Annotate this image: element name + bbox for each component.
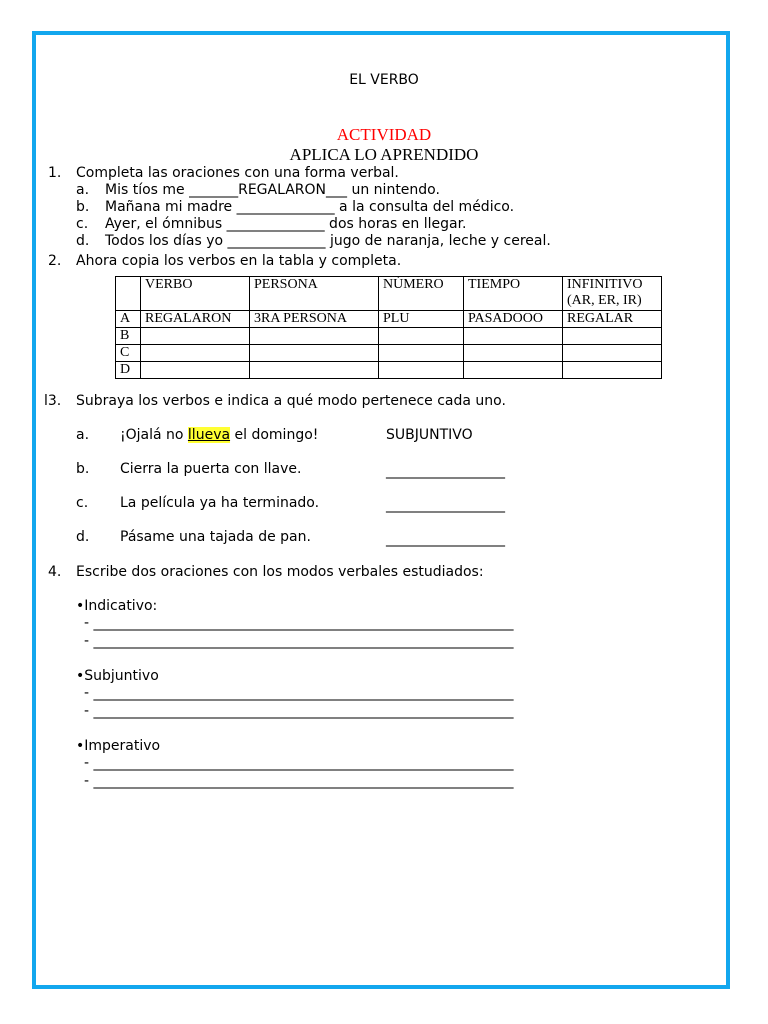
highlighted-verb: llueva [187,427,231,443]
q3-item-letter: b. [76,461,90,477]
table-row [116,311,662,328]
q3-item-sentence [120,426,318,444]
q3-answer-blank[interactable]: _________________ [386,531,505,547]
verb-table [115,276,662,379]
q3-item-letter: a. [76,427,90,443]
q1-item-sentence [105,232,551,250]
q1-item-letter: d. [76,233,90,249]
page-title: EL VERBO [349,72,419,88]
q3-item-sentence: La película ya ha terminado. [120,495,320,511]
q1-item-blank: ______________ [236,199,335,215]
table-cell: C [116,345,141,362]
table-row [116,328,662,345]
answer-line[interactable]: - ____________________________________________________________ [84,615,514,631]
q2-prompt: Ahora copia los verbos en la tabla y completa. [76,253,402,269]
answer-line[interactable]: - ____________________________________________________________ [84,773,514,789]
q1-item-pre: Mis tíos me [105,182,190,198]
q1-item-pre: Todos los días yo [105,233,228,249]
answer-line[interactable]: - ____________________________________________________________ [84,685,514,701]
q1-item-post: dos horas en llegar. [324,216,467,232]
subtitle: APLICA LO APRENDIDO [289,145,479,164]
q1-item-letter: a. [76,182,90,198]
answer-line[interactable]: - ____________________________________________________________ [84,633,514,649]
q1-item-blank: ______________ [226,216,325,232]
table-header-cell: VERBO [141,277,250,311]
table-cell[interactable] [563,362,662,379]
mode-label-imperativo: •Imperativo [76,738,161,754]
table-row [116,345,662,362]
table-cell[interactable] [563,345,662,362]
table-cell[interactable] [464,345,563,362]
q4-number: 4. [48,564,62,580]
table-row [116,362,662,379]
table-header-row [116,277,662,311]
table-header-cell [116,277,141,311]
table-cell[interactable] [250,328,379,345]
table-cell[interactable] [464,362,563,379]
q3-item-sentence: Cierra la puerta con llave. [120,461,302,477]
q1-item-blank: ______________ [227,233,326,249]
table-cell: A [116,311,141,328]
answer-line[interactable]: - ____________________________________________________________ [84,703,514,719]
table-header-cell [563,277,662,311]
q4-prompt: Escribe dos oraciones con los modos verbales estudiados: [76,564,484,580]
q1-item-sentence [105,215,467,233]
table-cell[interactable]: 3RA PERSONA [250,311,379,328]
table-cell[interactable] [250,345,379,362]
q1-item-post: un nintendo. [347,182,440,198]
table-cell[interactable]: PLU [379,311,464,328]
q3-answer: SUBJUNTIVO [386,427,473,443]
table-header-cell: TIEMPO [464,277,563,311]
table-cell[interactable]: PASADOOO [464,311,563,328]
q1-item-letter: c. [76,216,89,232]
table-cell: B [116,328,141,345]
q3-answer-blank[interactable]: _________________ [386,497,505,513]
table-cell[interactable]: REGALAR [563,311,662,328]
table-cell[interactable] [563,328,662,345]
q1-item-pre: Ayer, el ómnibus [105,216,227,232]
table-header-text: INFINITIVO [567,277,643,292]
q3-item-post: el domingo! [230,427,319,443]
table-cell[interactable] [141,345,250,362]
table-cell[interactable] [141,328,250,345]
q3-item-letter: d. [76,529,90,545]
table-cell[interactable] [141,362,250,379]
q3-item-letter: c. [76,495,89,511]
q1-number: 1. [48,165,62,181]
table-cell[interactable] [464,328,563,345]
table-header-cell: PERSONA [250,277,379,311]
table-header-text: (AR, ER, IR) [567,293,642,308]
q3-number: l3. [44,393,62,409]
q1-item-post: a la consulta del médico. [334,199,515,215]
q2-number: 2. [48,253,62,269]
table-cell: D [116,362,141,379]
table-cell[interactable] [379,328,464,345]
q1-item-sentence [105,198,514,216]
table-cell[interactable] [379,362,464,379]
activity-label: ACTIVIDAD [336,125,432,144]
q1-item-pre: Mañana mi madre [105,199,237,215]
q3-answer-blank[interactable]: _________________ [386,463,505,479]
q1-prompt: Completa las oraciones con una forma verbal. [76,165,399,181]
q3-prompt: Subraya los verbos e indica a qué modo pertenece cada uno. [76,393,506,409]
mode-label-indicativo: •Indicativo: [76,598,158,614]
table-cell[interactable]: REGALARON [141,311,250,328]
table-header-cell: NÚMERO [379,277,464,311]
table-cell[interactable] [379,345,464,362]
q1-item-post: jugo de naranja, leche y cereal. [325,233,551,249]
mode-label-subjuntivo: •Subjuntivo [76,668,159,684]
q3-item-pre: ¡Ojalá no [120,427,188,443]
q1-item-blank: _______REGALARON___ [189,182,348,198]
q3-item-sentence: Pásame una tajada de pan. [120,529,311,545]
table-cell[interactable] [250,362,379,379]
answer-line[interactable]: - ____________________________________________________________ [84,755,514,771]
q1-item-letter: b. [76,199,90,215]
q1-item-sentence [105,181,440,199]
